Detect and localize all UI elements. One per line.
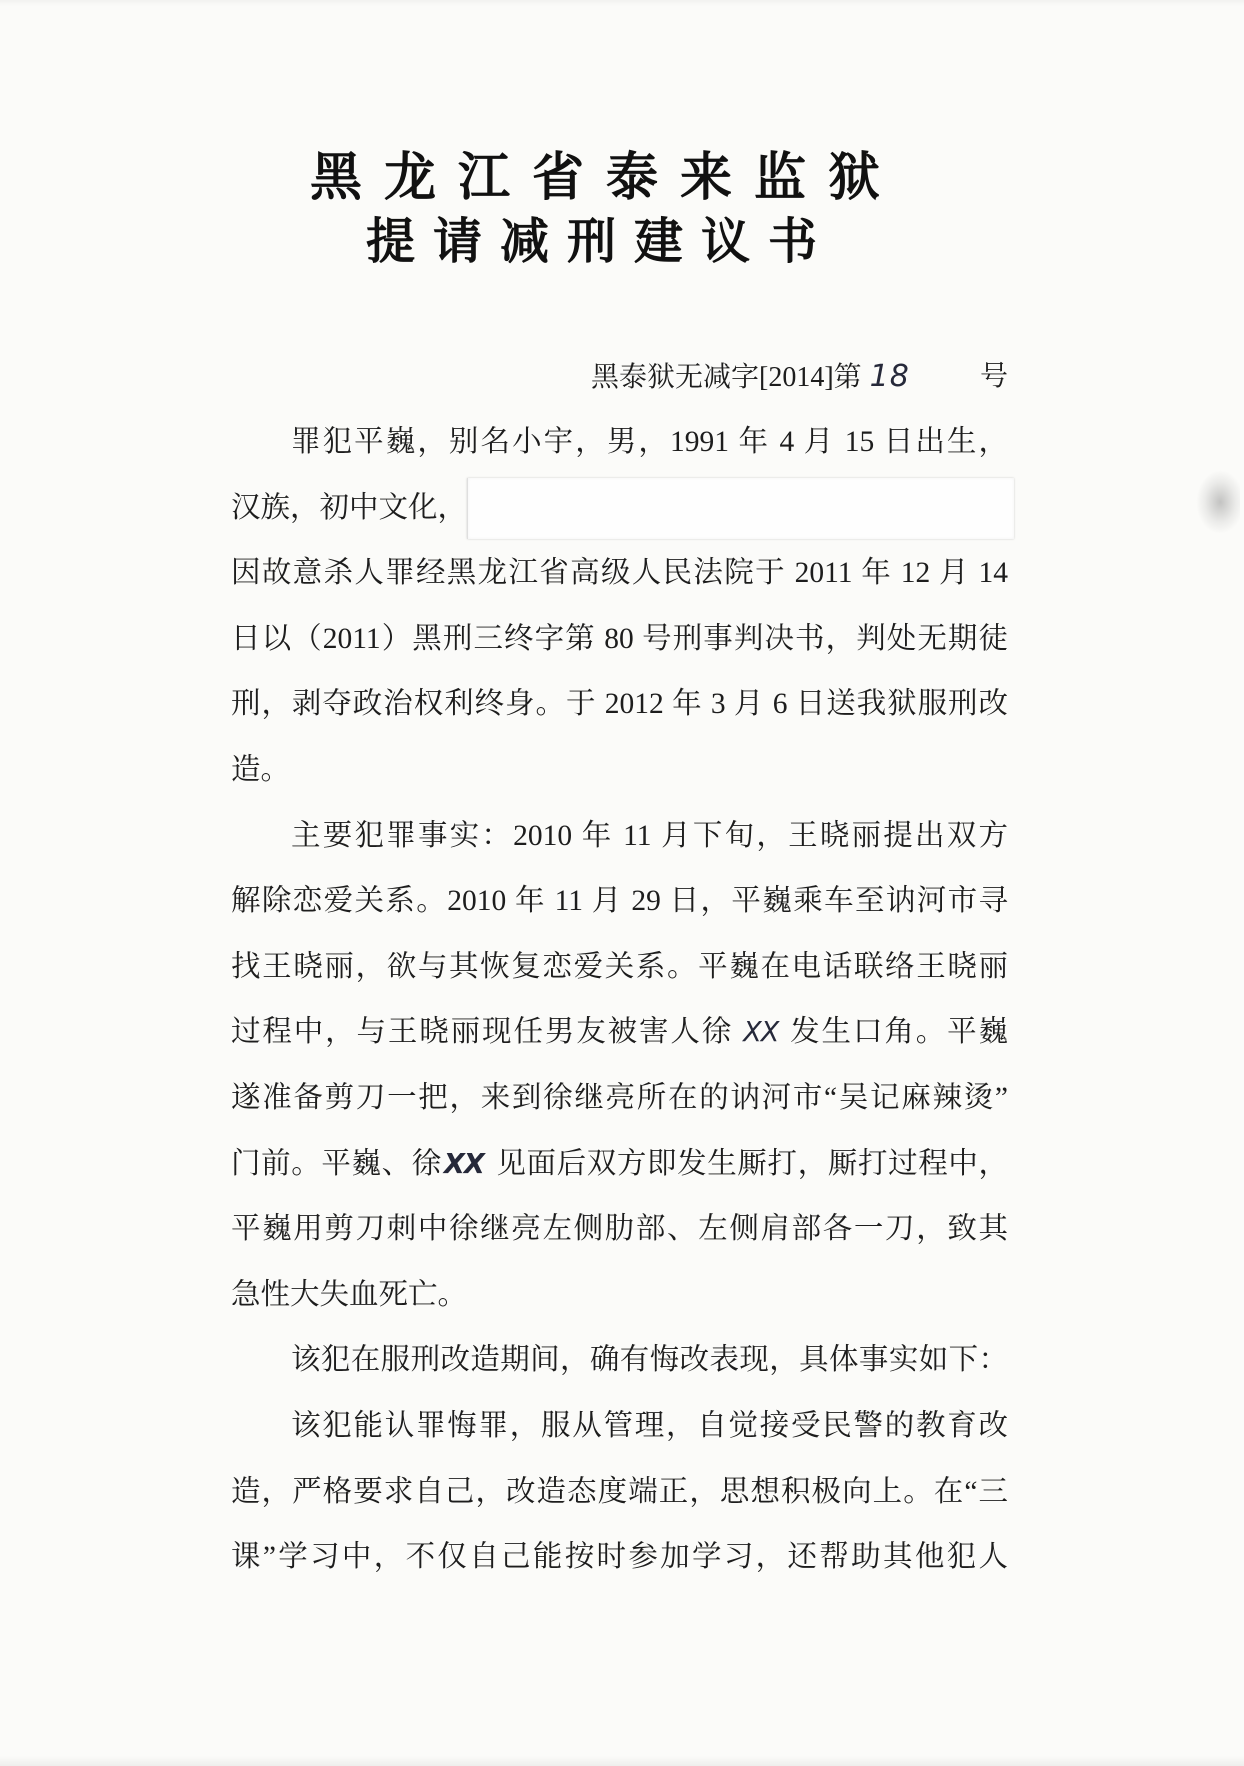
- body-line: 刑，剥夺政治权利终身。于 2012 年 3 月 6 日送我狱服刑改: [231, 688, 1008, 721]
- scan-smudge: [1196, 470, 1240, 534]
- body-line: [231, 1000, 1008, 1066]
- body-line: 该犯能认罪悔罪，服从管理，自觉接受民警的教育改: [291, 1409, 1008, 1442]
- handwritten-document-number: 18: [869, 359, 910, 394]
- document-number-main: [591, 357, 910, 397]
- body-line-text: 发生口角。平巍: [788, 1016, 1008, 1049]
- redaction-patch: [467, 478, 1014, 539]
- body-line-text: 见面后双方即发生厮打，厮打过程中，: [495, 1147, 1008, 1180]
- body-line: 遂准备剪刀一把，来到徐继亮所在的讷河市“吴记麻辣烫”: [231, 1081, 1008, 1114]
- body-text: [231, 410, 1008, 1591]
- body-line: 找王晓丽，欲与其恢复恋爱关系。平巍在电话联络王晓丽: [231, 950, 1008, 983]
- body-line: 造，严格要求自己，改造态度端正，思想积极向上。在“三: [231, 1475, 1008, 1508]
- body-line: 解除恋爱关系。2010 年 11 月 29 日，平巍乘车至讷河市寻: [231, 885, 1008, 918]
- body-line-text: 门前。平巍、徐: [231, 1147, 442, 1180]
- document-number-prefix: 黑泰狱无减字[2014]第: [591, 362, 862, 393]
- document-number-suffix: 号: [979, 361, 1008, 392]
- body-line: 罪犯平巍，别名小宇，男，1991 年 4 月 15 日出生，: [291, 426, 1008, 458]
- body-line: 汉族，初中文化，: [231, 491, 468, 524]
- body-line: 日以（2011）黑刑三终字第 80 号刑事判决书，判处无期徒: [231, 622, 1008, 655]
- document-number: [591, 357, 1008, 397]
- body-line: 课”学习中，不仅自己能按时参加学习，还帮助其他犯人: [231, 1541, 1008, 1574]
- body-line: 因故意杀人罪经黑龙江省高级人民法院于 2011 年 12 月 14: [231, 557, 1008, 590]
- body-line: 主要犯罪事实：2010 年 11 月下旬，王晓丽提出双方: [291, 819, 1008, 852]
- handwritten-name-mark: XX: [443, 1148, 484, 1180]
- body-line: 急性大失血死亡。: [231, 1278, 468, 1311]
- body-line: 该犯在服刑改造期间，确有悔改表现，具体事实如下：: [291, 1344, 1008, 1377]
- body-line-text: 过程中，与王晓丽现任男友被害人徐: [231, 1016, 734, 1049]
- body-line: [231, 1132, 1008, 1198]
- document-title-type: 提请减刑建议书: [366, 213, 836, 270]
- handwritten-name-mark: XX: [743, 1017, 779, 1049]
- body-line: 造。: [231, 753, 291, 786]
- body-line: 平巍用剪刀刺中徐继亮左侧肋部、左侧肩部各一刀，致其: [231, 1213, 1008, 1246]
- document-title-prison: 黑龙江省泰来监狱: [310, 148, 903, 208]
